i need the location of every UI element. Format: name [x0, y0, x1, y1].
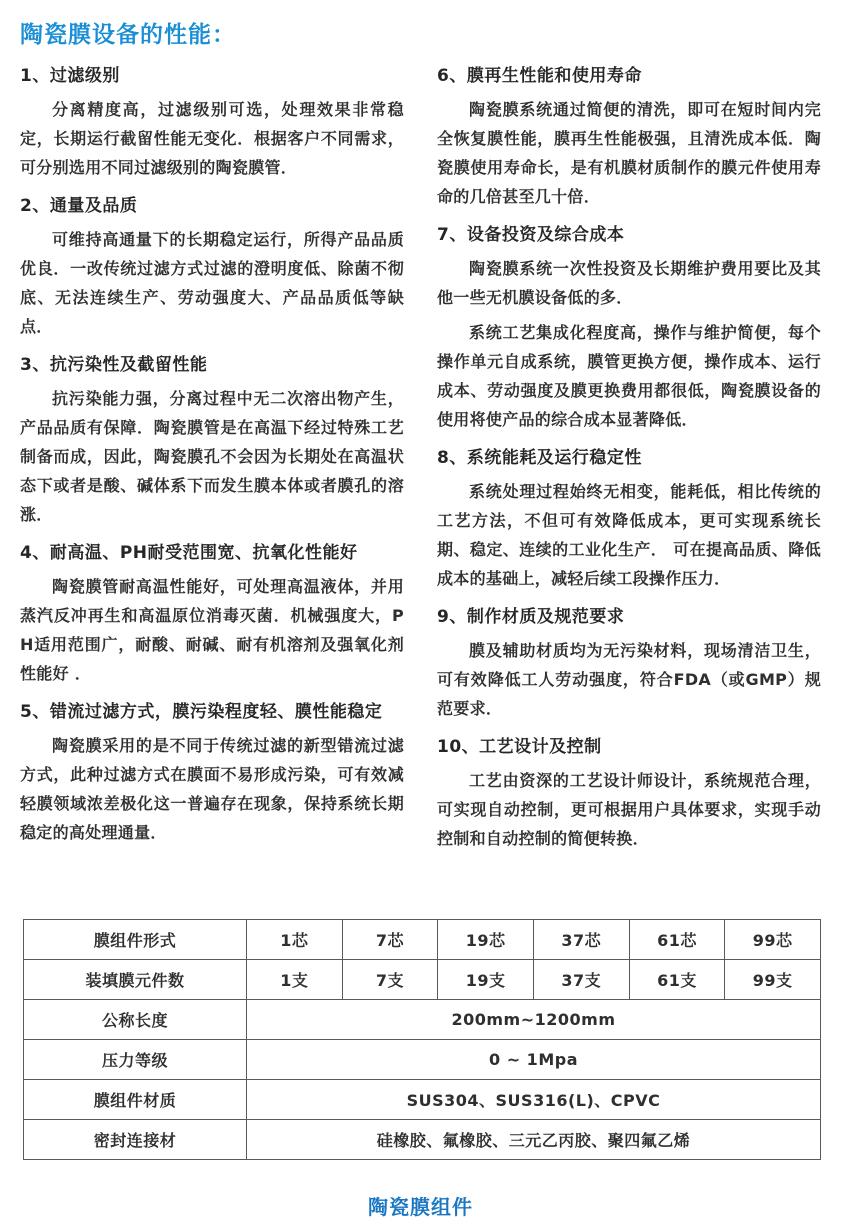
section-heading: 9、制作材质及规范要求: [437, 607, 625, 627]
table-cell: 37支: [533, 960, 629, 1000]
two-column-body: [20, 65, 821, 877]
section-anti-fouling-retention: [20, 354, 404, 529]
spec-table: [23, 919, 821, 1160]
section-paragraph: 陶瓷膜采用的是不同于传统过滤的新型错流过滤方式，此种过滤方式在膜面不易形成污染，可有效减轻膜领域浓差极化这一普遍存在现象，保持系统长期稳定的高处理通量．: [20, 736, 404, 842]
table-cell: 19芯: [438, 920, 534, 960]
section-heading: 7、设备投资及综合成本: [437, 225, 625, 245]
section-regeneration-lifespan: [437, 65, 821, 211]
section-paragraph: 工艺由资深的工艺设计师设计，系统规范合理，可实现自动控制，更可根据用户具体要求，实现手动控制和自动控制的简便转换．: [437, 771, 821, 848]
section-paragraph: 可维持高通量下的长期稳定运行，所得产品品质优良．一改传统过滤方式过滤的澄明度低、除菌不彻底、无法连续生产、劳动强度大、产品品质低等缺点．: [20, 230, 404, 336]
table-cell: 61芯: [629, 920, 725, 960]
footer-title: 陶瓷膜组件: [368, 1195, 473, 1219]
section-paragraph: 陶瓷膜系统一次性投资及长期维护费用要比及其他一些无机膜设备低的多．: [437, 259, 821, 307]
table-row-nominal-length: [24, 1000, 821, 1040]
table-row-pressure-rating: [24, 1040, 821, 1080]
right-column: [437, 65, 821, 877]
section-flux-and-quality: [20, 195, 404, 341]
table-cell: 37芯: [533, 920, 629, 960]
row-label: 膜组件材质: [24, 1080, 247, 1120]
table-cell: 99支: [725, 960, 821, 1000]
section-filtration-level: [20, 65, 404, 182]
page-title: 陶瓷膜设备的性能：: [20, 22, 236, 48]
section-paragraph: 陶瓷膜系统通过简便的清洗，即可在短时间内完全恢复膜性能，膜再生性能极强，且清洗成本低．陶瓷膜使用寿命长，是有机膜材质制作的膜元件使用寿命的几倍甚至几十倍．: [437, 100, 821, 206]
section-high-temp-ph-oxidation: [20, 542, 404, 688]
row-label: 压力等级: [24, 1040, 247, 1080]
table-cell: 99芯: [725, 920, 821, 960]
section-paragraph: 系统工艺集成化程度高，操作与维护简便，每个操作单元自成系统，膜管更换方便，操作成本、运行成本、劳动强度及膜更换费用都很低，陶瓷膜设备的使用将使产品的综合成本显著降低．: [437, 323, 821, 429]
section-energy-stability: [437, 447, 821, 593]
section-investment-cost: [437, 224, 821, 434]
section-paragraph: 系统处理过程始终无相变，能耗低，相比传统的工艺方法，不但可有效降低成本，更可实现系统长期、稳定、连续的工业化生产． 可在提高品质、降低成本的基础上，减轻后续工段操作压力．: [437, 482, 821, 588]
table-cell: 0 ~ 1Mpa: [247, 1040, 821, 1080]
table-cell: 200mm~1200mm: [247, 1000, 821, 1040]
table-row-module-form: [24, 920, 821, 960]
section-heading: 3、抗污染性及截留性能: [20, 355, 208, 375]
section-heading: 1、过滤级别: [20, 66, 120, 86]
table-cell: 1芯: [247, 920, 343, 960]
row-label: 密封连接材: [24, 1120, 247, 1160]
section-heading: 8、系统能耗及运行稳定性: [437, 448, 642, 468]
section-paragraph: 抗污染能力强，分离过程中无二次溶出物产生，产品品质有保障．陶瓷膜管是在高温下经过特殊工艺制备而成，因此，陶瓷膜孔不会因为长期处在高温状态下或者是酸、碱体系下而发生膜本体或者膜孔的溶涨．: [20, 389, 404, 524]
row-label: 膜组件形式: [24, 920, 247, 960]
left-column: [20, 65, 404, 877]
table-cell: 7芯: [342, 920, 438, 960]
section-paragraph: 分离精度高，过滤级别可选，处理效果非常稳定，长期运行截留性能无变化．根据客户不同需求，可分别选用不同过滤级别的陶瓷膜管．: [20, 100, 404, 177]
section-paragraph: 膜及辅助材质均为无污染材料，现场清洁卫生，可有效降低工人劳动强度，符合FDA（或GMP）规范要求．: [437, 641, 821, 718]
section-heading: 10、工艺设计及控制: [437, 737, 602, 757]
table-row-element-count: [24, 960, 821, 1000]
table-cell: 1支: [247, 960, 343, 1000]
table-cell: 61支: [629, 960, 725, 1000]
table-cell: 硅橡胶、氟橡胶、三元乙丙胶、聚四氟乙烯: [247, 1120, 821, 1160]
section-paragraph: 陶瓷膜管耐高温性能好，可处理高温液体，并用蒸汽反冲再生和高温原位消毒灭菌．机械强度大，PH适用范围广，耐酸、耐碱、耐有机溶剂及强氧化剂性能好 ．: [20, 577, 404, 683]
table-cell: 19支: [438, 960, 534, 1000]
section-heading: 6、膜再生性能和使用寿命: [437, 66, 642, 86]
row-label: 装填膜元件数: [24, 960, 247, 1000]
section-heading: 5、错流过滤方式，膜污染程度轻、膜性能稳定: [20, 702, 383, 722]
table-cell: SUS304、SUS316(L)、CPVC: [247, 1080, 821, 1120]
table-row-seal-material: [24, 1120, 821, 1160]
table-cell: 7支: [342, 960, 438, 1000]
section-materials-standards: [437, 606, 821, 723]
section-heading: 2、通量及品质: [20, 196, 138, 216]
section-heading: 4、耐高温、PH耐受范围宽、抗氧化性能好: [20, 543, 358, 563]
section-process-design-control: [437, 736, 821, 853]
section-crossflow-filtration: [20, 701, 404, 847]
row-label: 公称长度: [24, 1000, 247, 1040]
table-row-module-material: [24, 1080, 821, 1120]
